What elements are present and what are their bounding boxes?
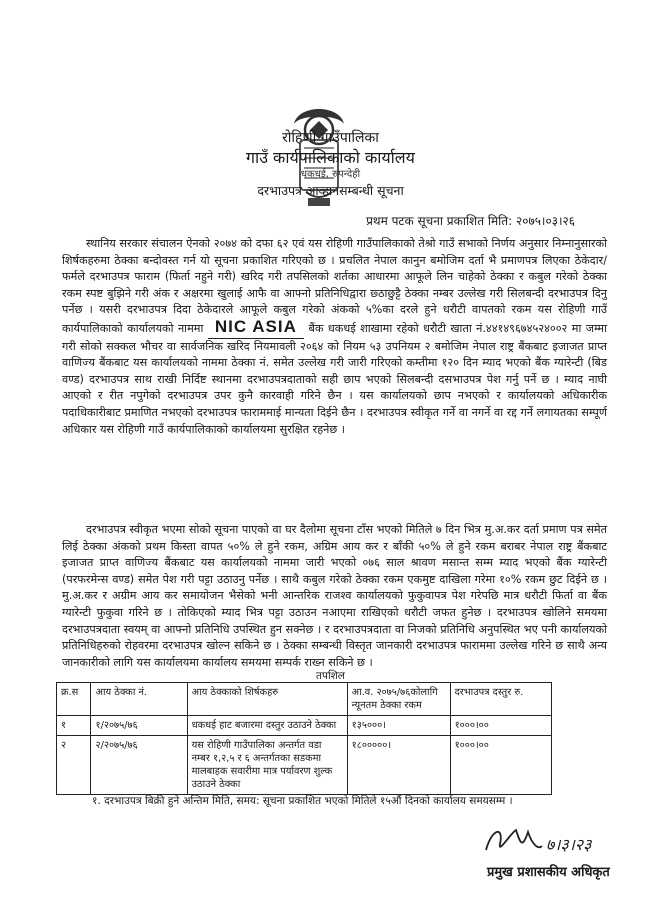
office-name: गाउँ कार्यपालिकाको कार्यालय [246,148,415,167]
table-row [57,736,552,795]
header-contract-number: आय ठेक्का नं. [91,683,187,716]
signature-date: ७।३।२३ [546,837,592,854]
cell-contract-title: धकधई हाट बजारमा दस्तुर उठाउने ठेक्का [187,716,347,736]
cell-minimum-amount: १३५०००। [347,716,450,736]
publish-date-value: २०७५।०३।२६ [515,214,575,228]
office-location: धकधई, रुपन्देही [300,169,361,180]
cell-contract-number: २/२०७५/७६ [91,736,187,795]
cell-serial: २ [57,736,91,795]
officer-title: प्रमुख प्रशासकीय अधिकृत [487,865,610,880]
footnote: १. दरभाउपत्र बिक्री हुने अन्तिम मिति, समय: सूचना प्रकाशित भएको मितिले १५औं दिनको कार्यालय समयसम्म । [92,795,513,807]
cell-minimum-amount: १८०००००। [347,736,450,795]
bank-name: NIC ASIA [214,316,297,336]
cell-serial: १ [57,716,91,736]
notice-paragraph-2 [62,522,607,671]
paragraph-1-text-a: स्थानिय सरकार संचालन ऐनको २०७४ को दफा ६२ एवं यस रोहिणी गाउँपालिकाको तेश्रो गाउँ सभाको निर्णय अनुसार निम्नानुसारको शिर्षकहरुमा ठेक्का बन्दोवस्त गर्न यो सूचना प्रकाशित गरिएको छ । प्रचलित नेपाल कानुन बमोजिम दर्ता भै प्रमाणपत्र लिएका ठेकेदार/फर्मले दरभाउपत्र फाराम (फिर्ता नहुने गरी) खरिद गरी तपसिलको शर्तका आधारमा आफूले लिन चाहेको ठेक्का र कबुल गरेको ठेक्का रकम स्पष्ट बुझिने गरी अंक र अक्षरमा खुलाई आफै वा आफ्नो प्रतिनिधिद्वारा छ्ठाछुट्टै ठेक्का नम्बर उल्लेख गरी सिलबन्दी दरभाउपत्र दिनु पर्नेछ । यसरी दरभाउपत्र दिदा ठेकेदारले आफूले कबुल गरेको अंकको ५%का दरले हुने धरौटी वापतको रकम यस रोहिणी गाउँ कार्यपालिकाको कार्यालयको नाममा [62,237,607,335]
publish-date-label: प्रथम पटक सूचना प्रकाशित मिति: [366,214,513,228]
header-serial: क्र.स [57,683,91,716]
cell-bid-fee: १०००।०० [450,716,551,736]
table-row [57,716,552,736]
cell-contract-title: यस रोहिणी गाउँपालिका अन्तर्गत वडा नम्बर १,२,५ र ६ अन्तर्गतका सडकमा मालबाहक सवारीमा मात्र पर्यावरण शुल्क उठाउने ठेक्का [187,736,347,795]
notice-paragraph-1 [62,236,607,438]
paragraph-2-text: दरभाउपत्र स्वीकृत भएमा सोको सूचना पाएको वा घर दैलोमा सूचना टाँस भएको मितिले ७ दिन भित्र मु.अ.कर दर्ता प्रमाण पत्र समेत लिई ठेक्का अंकको प्रथम किस्ता वापत ५०% ले हुने रकम, अग्रिम आय कर र बाँकी ५०% ले हुने रकम बराबर नेपाल राष्ट्र बैंकबाट इजाजत प्राप्त वाणिज्य बैंकबाट यस कार्यालयको नाममा जारी भएको ०७६ साल श्रावण मसान्त सम्म म्याद भएको बैंक ग्यारेन्टी (परफरमेन्स वण्ड) समेत पेश गरी पट्टा उठाउनु पर्नेछ । साथै कबुल गरेको ठेक्का रकम एकमुष्ट दाखिला गरेमा १०% रकम छुट दिईने छ । मु.अ.कर र अग्रीम आय कर समायोजन भैसेको भनी आन्तरिक राजश्व कार्यालयको फुकुवापत्र पेश गरेपछि मात्र धरौटी फिर्ता वा बैंक ग्यारेन्टी फुकुवा गरिने छ । तोकिएको म्याद भित्र पट्टा उठाउन नआएमा राखिएको धरौटी जफत हुनेछ । दरभाउपत्र खोलिने समयमा दरभाउपत्रदाता स्वयम् वा आफ्नो प्रतिनिधि उपस्थित हुन सक्नेछ । र दरभाउपत्रदाता वा निजको प्रतिनिधि अनुपस्थित भए पनी कार्यालयको प्रतिनिधिहरुको रोहवरमा दरभाउपत्र खोल्न सकिने छ । ठेक्का सम्बन्धी विस्तृत जानकारी दरभाउपत्र फाराममा उल्लेख गरिने छ साथै अन्य जानकारीको लागि यस कार्यालयमा कार्यालय समयमा सम्पर्क राख्न सकिने छ । [62,523,607,669]
table-caption: तपशिल [316,670,345,682]
cell-contract-number: १/२०७५/७६ [91,716,187,736]
table-header-row [57,683,552,716]
header-contract-title: आय ठेक्काको शिर्षकहरु [187,683,347,716]
cell-bid-fee: १०००।०० [450,736,551,795]
paragraph-1-text-b: बैंक धकधई शाखामा रहेको धरौटी खाता नं.४४१४९६७४५२४००२ मा जम्मा गरी सोको सक्कल भौचर वा सार्वजनिक खरिद नियमावली २०६४ को नियम ५३ उपनियम २ बमोजिम नेपाल राष्ट्र बैंकबाट इजाजत प्राप्त वाणिज्य बैंकबाट यस कार्यालयको नाममा ठेक्का नं. समेत उल्लेख गरी जारी गरिएको कम्तीमा १२० दिन म्याद भएको बैंक ग्यारेन्टी (बिड वण्ड) दरभाउपत्र साथ राखी निर्दिष्ट स्थानमा दरभाउपत्रदाताको सही छाप भएको सिलबन्दी दसभाउपत्र पेश गर्नु पर्ने छ । म्याद नाघी आएको र रीत नपुगेको दरभाउपत्र उपर कुनै कारवाही गरिने छैन । यस कार्यालयको छाप नभएको र कार्यालयको अधिकारीक पदाधिकारीबाट प्रमाणित नभएको दरभाउपत्र फाराममाई मान्यता दिईने छैन । दरभाउपत्र स्वीकृत गर्ने वा नगर्ने वा रद्द गर्ने लगायतका सम्पूर्ण अधिकार यस रोहिणी गाउँ कार्यपालिकाको कार्यालयमा सुरक्षित रहनेछ । [62,321,607,436]
header-bid-fee: दरभाउपत्र दस्तुर रु. [450,683,551,716]
bank-name-fill-in [208,316,304,339]
notice-title: दरभाउपत्र आव्हानसम्बन्धी सूचना [257,183,404,198]
handwritten-signature [482,820,612,862]
publish-date-line [366,212,575,229]
organization-name: रोहिणी गाउँपालिका [282,130,379,146]
contract-details-table [56,682,552,795]
header-minimum-amount: आ.व. २०७५/७६कोलागि न्यूनतम ठेक्का रकम [347,683,450,716]
